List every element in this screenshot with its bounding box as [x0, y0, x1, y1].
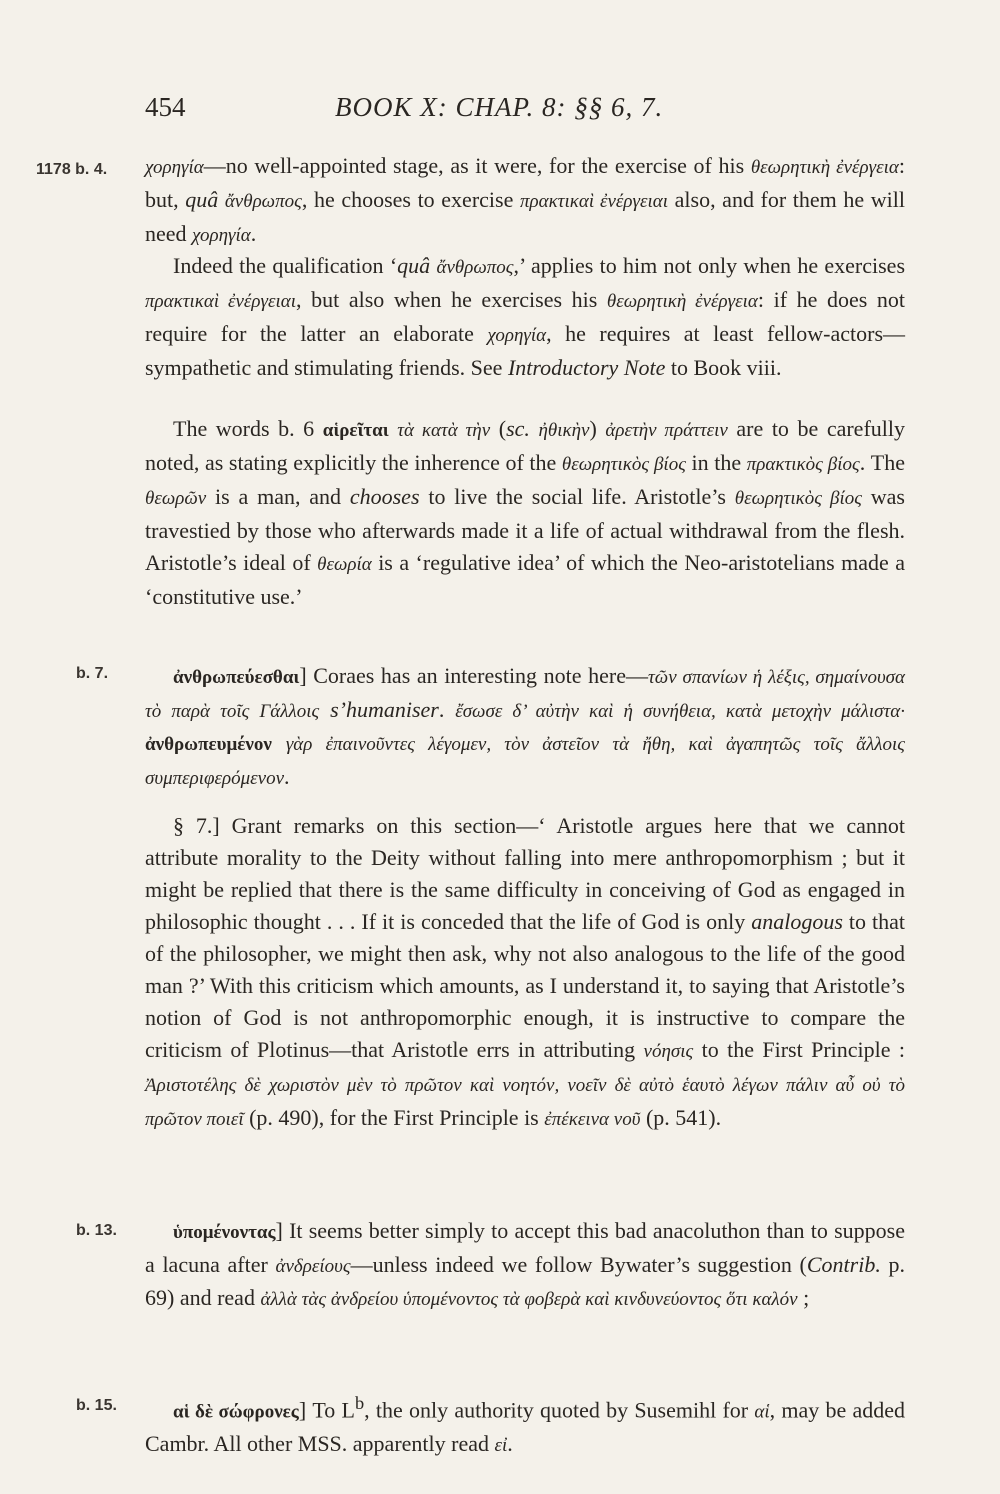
greek-text: πρακτικὸς βίος	[746, 454, 860, 475]
greek-text: πρακτικαὶ ἐνέργειαι	[145, 291, 297, 312]
greek-text: ἀρετὴν πράττειν	[605, 420, 728, 441]
greek-text: ἀνδρείους	[275, 1255, 351, 1277]
paragraph-1: χορηγία—no well-appointed stage, as it were, for the exercise of his θεωρητικὴ ἐνέργεια: but, quâ ἄνθρωπος, he chooses to exercise πρακτικαὶ ἐνέργειαι also, and for them he will need χορηγία.	[145, 153, 905, 246]
greek-text: πρακτικαὶ ἐνέργειαι	[519, 191, 669, 212]
greek-text: ἔσωσε δ’ αὐτὴν καὶ ἡ συνήθεια, κατὰ μετοχὴν μάλιστα·	[455, 700, 906, 722]
note-b13: ὑπομένοντας] It seems better simply to accept this bad anacoluthon than to suppose a lacuna after ἀνδρείους—unless indeed we follow Bywater’s suggestion (Contrib. p. 69) and read ἀλλὰ τὰς ἀνδρείου ὑπομένοντος τὰ φοβερὰ καὶ κινδυνεύοντος ὅτι καλόν ;	[145, 1218, 906, 1310]
running-title: BOOK X: CHAP. 8: §§ 6, 7.	[335, 92, 664, 122]
greek-text: γὰρ ἐπαινοῦντες λέγομεν, τὸν ἀστεῖον τὰ ἤθη, καὶ ἀγαπητῶς τοῖς ἄλλοις συμπεριφερόμενον	[145, 734, 906, 789]
page-number: 454	[145, 92, 186, 122]
greek-text: ἠθικὴν	[538, 420, 590, 441]
greek-text: θεωρία	[317, 554, 372, 575]
greek-text: τῶν σπανίων ἡ λέξις, σημαίνουσα τὸ παρὰ τοῖς Γάλλοις	[145, 667, 906, 722]
greek-text: τὰ κατὰ τὴν	[397, 420, 491, 441]
margin-ref-b7: b. 7.	[76, 665, 109, 682]
note-b7: ἀνθρωπεύεσθαι] Coraes has an interesting note here—τῶν σπανίων ἡ λέξις, σημαίνουσα τὸ παρὰ τοῖς Γάλλοις s’humaniser. ἔσωσε δ’ αὐτὴν καὶ ἡ συνήθεια, κατὰ μετοχὴν μάλιστα· ἀνθρωπευμένον γὰρ ἐπαινοῦντες λέγομεν, τὸν ἀστεῖον τὰ ἤθη, καὶ ἀγαπητῶς τοῖς ἄλλοις συμπεριφερόμενον.	[145, 663, 906, 789]
greek-lemma: αἱρεῖται	[322, 420, 389, 441]
greek-text: Ἀριστοτέλης δὲ χωριστὸν μὲν τὸ πρῶτον καὶ νοητόν, νοεῖν δὲ αὐτὸ ἑαυτὸ λέγων πάλιν αὖ οὐ τὸ πρῶτον ποιεῖ	[145, 1075, 905, 1130]
greek-lemma: ὑπομένοντας	[173, 1222, 276, 1243]
greek-text: ἐπέκεινα νοῦ	[544, 1109, 641, 1130]
paragraph-section-7: § 7.] Grant remarks on this section—‘ Aristotle argues here that we cannot attribute morality to the Deity without falling into mere anthropomorphism ; but it might be replied that there is the same difficulty in conceiving of God as engaged in philosophic thought . . . If it is conceded that the life of God is only analogous to that of the philosopher, we might then ask, why not also analogous to the life of the good man ?’ With this criticism which amounts, as I understand it, to saying that Aristotle’s notion of God is not anthropomorphic enough, it is instructive to compare the criticism of Plotinus—that Aristotle errs in attributing νόησις to the First Principle : Ἀριστοτέλης δὲ χωριστὸν μὲν τὸ πρῶτον καὶ νοητόν, νοεῖν δὲ αὐτὸ ἑαυτὸ λέγων πάλιν αὖ οὐ τὸ πρῶτον ποιεῖ (p. 490), for the First Principle is ἐπέκεινα νοῦ (p. 541).	[145, 813, 905, 1130]
margin-ref-1178b4: 1178 b. 4.	[36, 161, 108, 178]
greek-text: νόησις	[643, 1041, 694, 1062]
note-b15: αἱ δὲ σώφρονες] To $L^b$, the only authority quoted by Susemihl for αἱ, may be added Cambr. All other MSS. apparently read εἰ.	[145, 1393, 905, 1456]
greek-text: χορηγία	[192, 225, 251, 246]
margin-ref-b13: b. 13.	[76, 1222, 117, 1239]
greek-text: θεωρητικὸς βίος	[561, 454, 686, 475]
greek-text: θεωρητικὴ ἐνέργεια	[606, 291, 758, 312]
paragraph-2: Indeed the qualification ‘quâ ἄνθρωπος,’ applies to him not only when he exercises πρακτικαὶ ἐνέργειαι, but also when he exercises his θεωρητικὴ ἐνέργεια: if he does not require for the latter an elaborate χορηγία, he requires at least fellow-actors—sympathetic and stimulating friends. See Introductory Note to Book viii.	[145, 253, 906, 380]
margin-ref-b15: b. 15.	[76, 1397, 117, 1414]
greek-text: χορηγία	[487, 325, 547, 346]
greek-text: ἄνθρωπος	[436, 257, 514, 278]
greek-text: θεωρητικὸς βίος	[734, 488, 862, 509]
greek-text: αἱ	[754, 1401, 770, 1423]
greek-text: θεωρητικὴ ἐνέργεια	[750, 157, 899, 178]
greek-lemma: ἀνθρωπεύεσθαι	[173, 667, 300, 688]
greek-lemma: αἱ δὲ σώφρονες	[173, 1401, 299, 1423]
greek-text: χορηγία	[145, 157, 204, 178]
greek-text: θεωρῶν	[145, 488, 207, 509]
greek-lemma: ἀνθρωπευμένον	[145, 734, 272, 755]
greek-text: ἄνθρωπος	[224, 191, 302, 212]
paragraph-3: The words b. 6 αἱρεῖται τὰ κατὰ τὴν (sc. ἠθικὴν) ἀρετὴν πράττειν are to be carefully noted, as stating explicitly the inherence of the θεωρητικὸς βίος in the πρακτικὸς βίος. The θεωρῶν is a man, and chooses to live the social life. Aristotle’s θεωρητικὸς βίος was travestied by those who afterwards made it a life of actual withdrawal from the flesh. Aristotle’s ideal of θεωρία is a ‘regulative idea’ of which the Neo-aristotelians made a ‘constitutive use.’	[145, 416, 906, 609]
greek-text: ἀλλὰ τὰς ἀνδρείου ὑπομένοντος τὰ φοβερὰ καὶ κινδυνεύοντος ὅτι καλόν	[260, 1289, 798, 1310]
running-header	[145, 92, 905, 132]
greek-text: εἰ	[494, 1434, 508, 1456]
